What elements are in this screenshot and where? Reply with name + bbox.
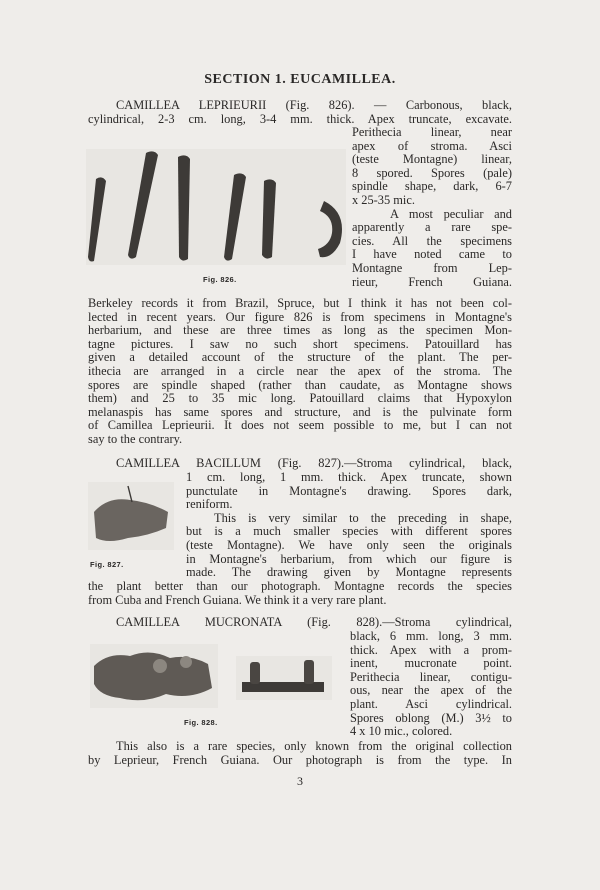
text-line: 1 cm. long, 1 mm. thick. Apex truncate, shown [186,470,512,484]
text-line: 8 spored. Spores (pale) [352,165,512,180]
text-line: tagne pictures. I saw no such short specimens. Patouillard has [88,336,512,351]
muc-side-text [350,630,512,739]
figure-827-image [88,482,174,550]
text-line: plant. Asci cylindrical. [350,696,512,711]
text-line: A most peculiar and [390,206,512,221]
text-line: given a detailed account of the structure of the plant. The per- [88,350,512,365]
text-line: but is a much smaller species with different spores [186,524,512,539]
text-line: cylindrical, 2-3 cm. long, 3-4 mm. thick. Apex truncate, excavate. [88,111,512,126]
text-line: by Leprieur, French Guiana. Our photograph is from the type. In [88,752,512,767]
text-line: I have noted came to [352,247,512,262]
text-line: Berkeley records it from Brazil, Spruce, but I think it has not been col- [88,296,512,310]
bac-side-text [186,471,512,580]
text-line: Perithecia linear, near [352,125,512,139]
lepr-opening [88,99,512,126]
text-line: cies. All the specimens [352,233,512,248]
text-line: herbarium, and these are three times as long as the specimen Mon- [88,323,512,338]
text-line: apex of stroma. Asci [352,138,512,153]
text-line: spores are spindle shaped (rather than caudate, as Montagne shows [88,377,512,392]
text-line: punctulate in Montagne's drawing. Spores dark, [186,483,512,498]
text-line: from Cuba and French Guiana. We think it a very rare plant. [88,592,387,607]
text-line: in Montagne's herbarium, from which our figure is [186,551,512,566]
figure-828-image-left [90,644,218,708]
text-line: the plant better than our photograph. Montagne records the species [88,579,512,593]
lepr-side-text [352,126,512,289]
text-line: say to the contrary. [88,431,183,446]
text-line: Montagne from Lep- [352,260,512,275]
text-line: them) and 25 to 35 mic long. Patouillard claims that Hypoxylon [88,391,512,406]
figure-828-image-right [236,656,332,700]
text-line: apparently a rare spe- [352,220,512,235]
text-line: This is very similar to the preceding in shape, [214,510,512,525]
text-line: reniform. [186,497,233,512]
text-line: (teste Montagne) linear, [352,152,512,167]
text-line: black, 6 mm. long, 3 mm. [350,629,512,643]
text-line: Spores oblong (M.) 3½ to [350,710,512,725]
text-line: CAMILLEA BACILLUM (Fig. 827).—Stroma cylindrical, black, [116,456,512,470]
text-line: thick. Apex with a prom- [350,642,512,657]
text-line: Perithecia linear, contigu- [350,669,512,684]
text-line: CAMILLEA MUCRONATA (Fig. 828).—Stroma cylindrical, [116,615,512,629]
section-heading: SECTION 1. EUCAMILLEA. [204,72,396,87]
text-line: made. The drawing given by Montagne represents [186,565,512,580]
text-line: rieur, French Guiana. [352,274,512,289]
text-line: ithecia are arranged in a circle near the apex of the stroma. The [88,363,512,378]
text-line: This also is a rare species, only known from the original collection [116,739,512,753]
text-line: spindle shape, dark, 6-7 [352,179,512,194]
figure-826-caption: Fig. 826. [203,275,237,284]
muc-opening [88,616,512,630]
text-line: (teste Montagne). We have only seen the originals [186,537,512,552]
muc-body [88,740,512,767]
text-line: melanaspis has same spores and structure, and is the pulvinate form [88,404,512,419]
text-line: lected in recent years. Our figure 826 is from specimens in Montagne's [88,309,512,324]
figure-826-image [86,149,346,265]
figure-827-caption: Fig. 827. [90,560,124,569]
text-line: of Camillea Leprieurii. It does not seem possible to me, but I can not [88,418,512,433]
page-number: 3 [297,774,303,788]
text-line: ous, near the apex of the [350,683,512,698]
text-line: CAMILLEA LEPRIEURII (Fig. 826). — Carbonous, black, [116,98,512,112]
bac-opening [88,457,512,471]
bac-body [88,580,512,607]
figure-828-caption: Fig. 828. [184,718,218,727]
text-line: x 25-35 mic. [352,192,415,207]
text-line: 4 x 10 mic., colored. [350,724,453,739]
text-line: inent, mucronate point. [350,656,512,671]
lepr-body [88,297,512,447]
